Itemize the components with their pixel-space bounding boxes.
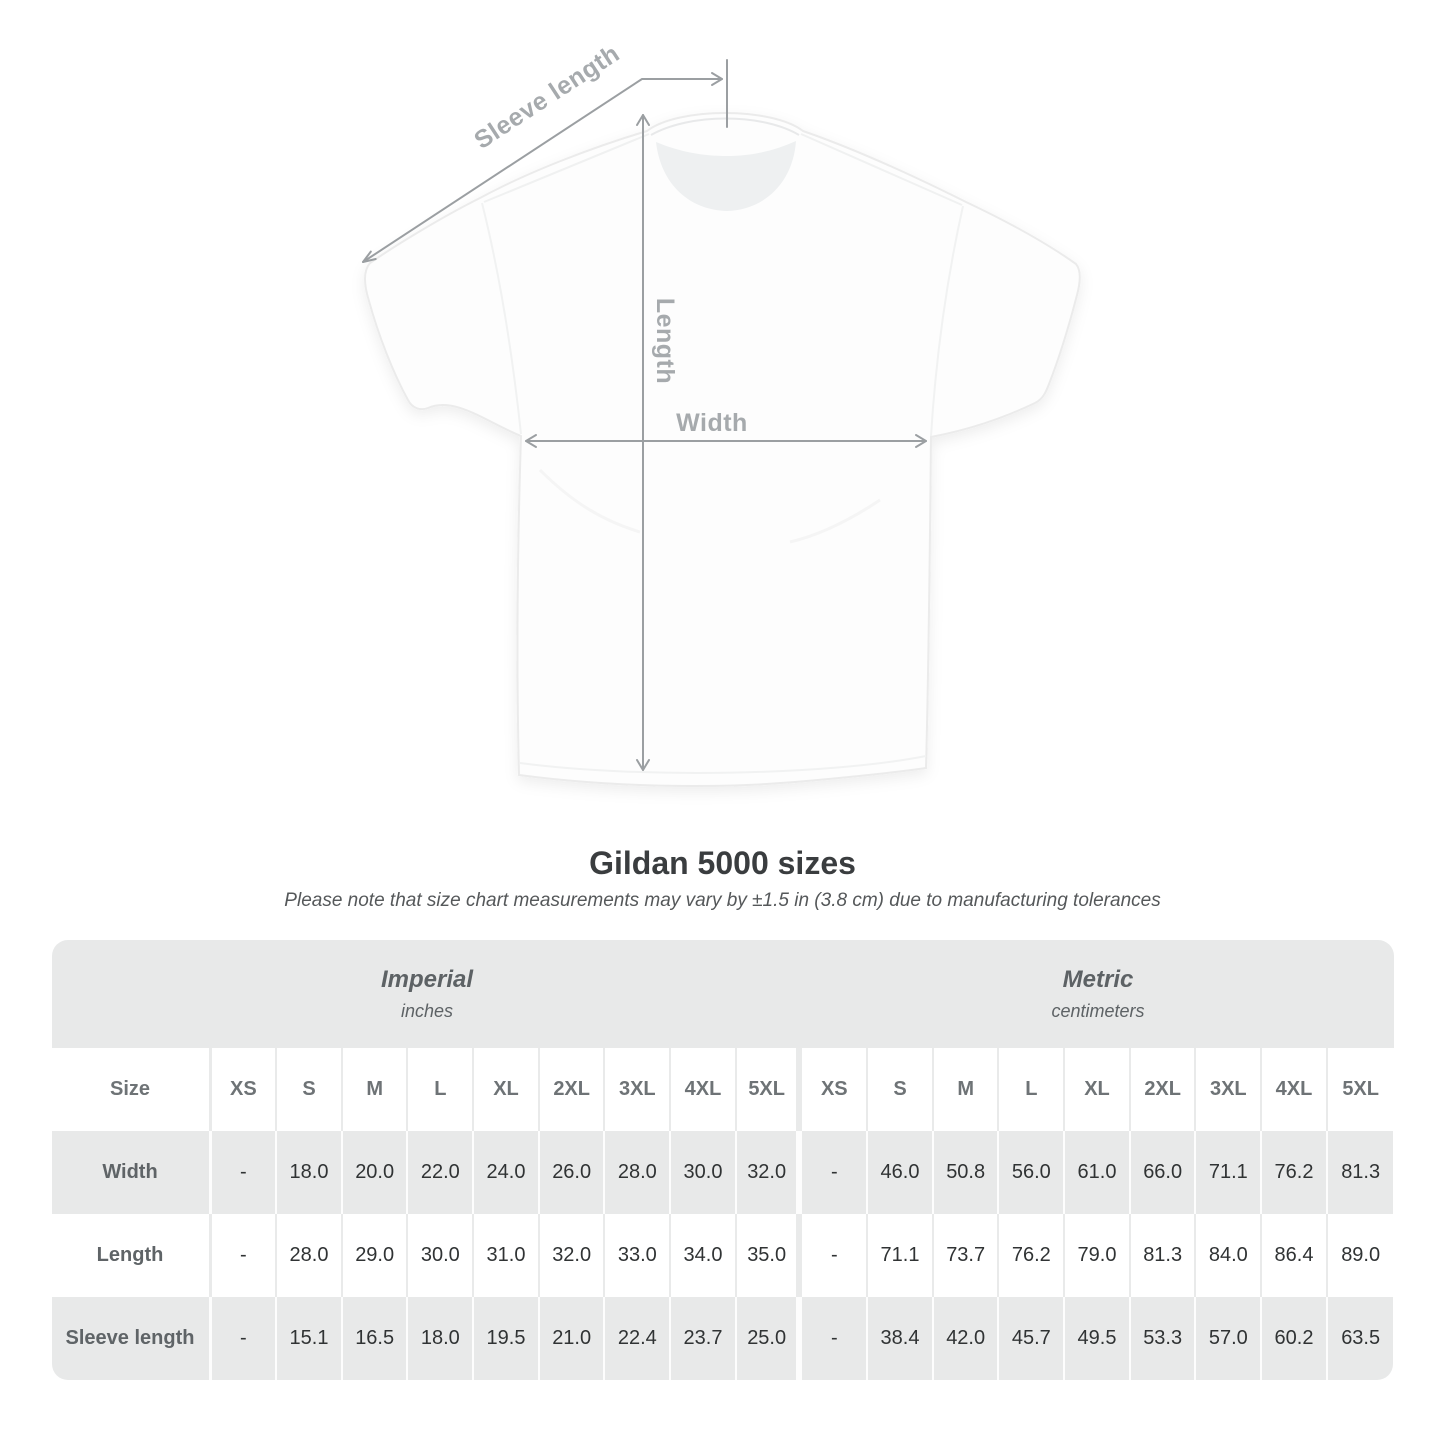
table-cell: 15.1 xyxy=(277,1297,343,1380)
table-cell: 50.8 xyxy=(934,1131,1000,1214)
table-cell: 28.0 xyxy=(605,1131,671,1214)
table-row-sleeve-length xyxy=(52,1297,1394,1380)
table-cell: 35.0 xyxy=(737,1214,803,1297)
size-col-header: XL xyxy=(474,1048,540,1131)
table-row-length xyxy=(52,1214,1394,1297)
imperial-label: Imperial xyxy=(380,966,474,993)
size-col-header: 3XL xyxy=(1196,1048,1262,1131)
metric-label: Metric xyxy=(1062,966,1134,993)
table-cell: - xyxy=(212,1297,278,1380)
table-cell: 22.0 xyxy=(408,1131,474,1214)
table-cell: 38.4 xyxy=(868,1297,934,1380)
table-cell: 81.3 xyxy=(1131,1214,1197,1297)
table-cell: 89.0 xyxy=(1328,1214,1394,1297)
table-cell: 46.0 xyxy=(868,1131,934,1214)
table-cell: 79.0 xyxy=(1065,1214,1131,1297)
table-cell: 31.0 xyxy=(474,1214,540,1297)
table-cell: 61.0 xyxy=(1065,1131,1131,1214)
table-cell: 76.2 xyxy=(1262,1131,1328,1214)
size-col-header: S xyxy=(868,1048,934,1131)
table-cell: 16.5 xyxy=(343,1297,409,1380)
table-cell: 49.5 xyxy=(1065,1297,1131,1380)
table-cell: 25.0 xyxy=(737,1297,803,1380)
size-table xyxy=(52,940,1394,1380)
table-cell: 84.0 xyxy=(1196,1214,1262,1297)
imperial-section-header xyxy=(52,940,803,1048)
table-cell: 24.0 xyxy=(474,1131,540,1214)
size-col-header: 5XL xyxy=(737,1048,803,1131)
size-col-header: S xyxy=(277,1048,343,1131)
table-cell: 29.0 xyxy=(343,1214,409,1297)
table-cell: 18.0 xyxy=(408,1297,474,1380)
table-cell: 56.0 xyxy=(999,1131,1065,1214)
table-cell: 21.0 xyxy=(540,1297,606,1380)
table-cell: - xyxy=(212,1214,278,1297)
table-cell: 57.0 xyxy=(1196,1297,1262,1380)
tshirt-illustration xyxy=(365,113,1080,786)
size-col-header: XL xyxy=(1065,1048,1131,1131)
size-header-row xyxy=(52,1048,1394,1131)
size-col-header: 5XL xyxy=(1328,1048,1394,1131)
size-col-header: L xyxy=(999,1048,1065,1131)
size-col-header: 4XL xyxy=(671,1048,737,1131)
table-cell: 28.0 xyxy=(277,1214,343,1297)
metric-section-header xyxy=(803,940,1394,1048)
table-cell: 26.0 xyxy=(540,1131,606,1214)
table-cell: 76.2 xyxy=(999,1214,1065,1297)
table-cell: 30.0 xyxy=(671,1131,737,1214)
table-cell: 32.0 xyxy=(540,1214,606,1297)
unit-header-band xyxy=(52,940,1394,1048)
table-cell: - xyxy=(802,1214,868,1297)
page-title: Gildan 5000 sizes xyxy=(589,845,856,881)
tolerance-note: Please note that size chart measurements may vary by ±1.5 in (3.8 cm) due to manufacturing tolerances xyxy=(284,890,1161,911)
size-col-header: 3XL xyxy=(605,1048,671,1131)
table-cell: - xyxy=(802,1131,868,1214)
row-label: Width xyxy=(52,1131,212,1214)
size-col-header: XS xyxy=(802,1048,868,1131)
sleeve-length-label: Sleeve length xyxy=(469,39,625,155)
metric-unit-label: centimeters xyxy=(1051,1001,1145,1021)
table-cell: 53.3 xyxy=(1131,1297,1197,1380)
table-cell: 34.0 xyxy=(671,1214,737,1297)
table-cell: 45.7 xyxy=(999,1297,1065,1380)
width-label: Width xyxy=(676,409,748,437)
size-col-header: M xyxy=(343,1048,409,1131)
size-col-header: XS xyxy=(212,1048,278,1131)
table-cell: - xyxy=(212,1131,278,1214)
size-col-header: 4XL xyxy=(1262,1048,1328,1131)
table-cell: 81.3 xyxy=(1328,1131,1394,1214)
row-label: Length xyxy=(52,1214,212,1297)
table-row-width xyxy=(52,1131,1394,1214)
size-col-header: 2XL xyxy=(1131,1048,1197,1131)
table-cell: - xyxy=(802,1297,868,1380)
size-header: Size xyxy=(52,1048,212,1131)
table-cell: 19.5 xyxy=(474,1297,540,1380)
size-col-header: 2XL xyxy=(540,1048,606,1131)
table-cell: 33.0 xyxy=(605,1214,671,1297)
size-col-header: M xyxy=(934,1048,1000,1131)
row-label: Sleeve length xyxy=(52,1297,212,1380)
table-cell: 18.0 xyxy=(277,1131,343,1214)
table-cell: 60.2 xyxy=(1262,1297,1328,1380)
length-label: Length xyxy=(651,297,679,385)
table-cell: 86.4 xyxy=(1262,1214,1328,1297)
table-cell: 23.7 xyxy=(671,1297,737,1380)
table-cell: 30.0 xyxy=(408,1214,474,1297)
table-cell: 20.0 xyxy=(343,1131,409,1214)
table-cell: 66.0 xyxy=(1131,1131,1197,1214)
table-cell: 71.1 xyxy=(868,1214,934,1297)
table-cell: 42.0 xyxy=(934,1297,1000,1380)
size-col-header: L xyxy=(408,1048,474,1131)
table-cell: 32.0 xyxy=(737,1131,803,1214)
table-cell: 22.4 xyxy=(605,1297,671,1380)
table-cell: 73.7 xyxy=(934,1214,1000,1297)
table-cell: 63.5 xyxy=(1328,1297,1394,1380)
table-cell: 71.1 xyxy=(1196,1131,1262,1214)
imperial-unit-label: inches xyxy=(400,1001,454,1021)
